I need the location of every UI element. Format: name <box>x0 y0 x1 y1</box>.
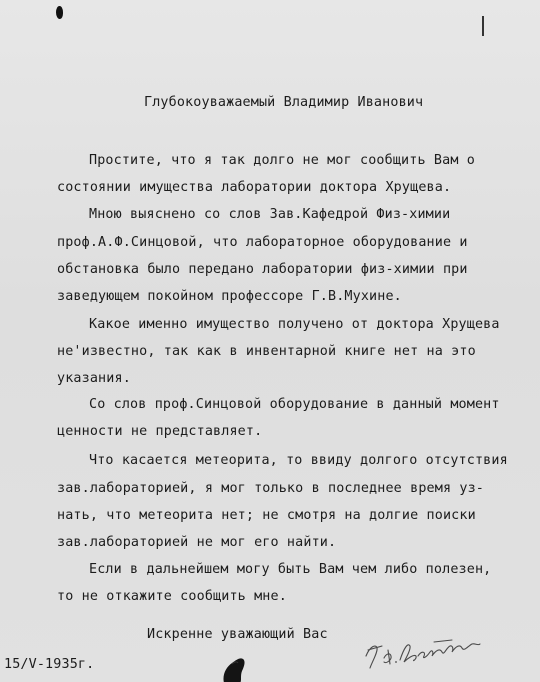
letter-line: зав.лабораторией, я мог только в последнее время уз- <box>57 481 485 496</box>
letter-line: ценности не представляет. <box>57 424 263 439</box>
letter-line: обстановка было передано лаборатории физ-химии при <box>57 262 468 277</box>
letter-line: состоянии имущества лаборатории доктора Хрущева. <box>57 180 452 195</box>
ink-stain <box>218 655 248 682</box>
pencil-mark <box>482 16 484 36</box>
letter-line: Со слов проф.Синцовой оборудование в данный момент <box>89 397 500 412</box>
letter-line: заведующем покойном профессоре Г.В.Мухине. <box>57 289 402 304</box>
letter-line: то не откажите сообщить мне. <box>57 589 287 604</box>
handwritten-signature <box>364 634 484 670</box>
letter-line: проф.А.Ф.Синцовой, что лабораторное оборудование и <box>57 235 468 250</box>
letter-line: Какое именно имущество получено от доктора Хрущева <box>89 317 500 332</box>
salutation: Глубокоуважаемый Владимир Иванович <box>144 95 424 110</box>
letter-line: Что касается метеорита, то ввиду долгого отсутствия <box>89 453 508 468</box>
letter-line: Если в дальнейшем могу быть Вам чем либо полезен, <box>89 562 492 577</box>
letter-line: зав.лабораторией не мог его найти. <box>57 535 337 550</box>
letter-line: Простите, что я так долго не мог сообщить Вам о <box>89 153 475 168</box>
ink-blot <box>56 6 63 19</box>
letter-line: не'известно, так как в инвентарной книге нет на это <box>57 344 476 359</box>
letter-line: указания. <box>57 371 131 386</box>
closing: Искренне уважающий Вас <box>147 627 328 642</box>
letter-line: нать, что метеорита нет; не смотря на долгие поиски <box>57 508 476 523</box>
date: 15/V-1935г. <box>4 657 95 672</box>
letter-line: Мною выяснено со слов Зав.Кафедрой Физ-химии <box>89 207 451 222</box>
